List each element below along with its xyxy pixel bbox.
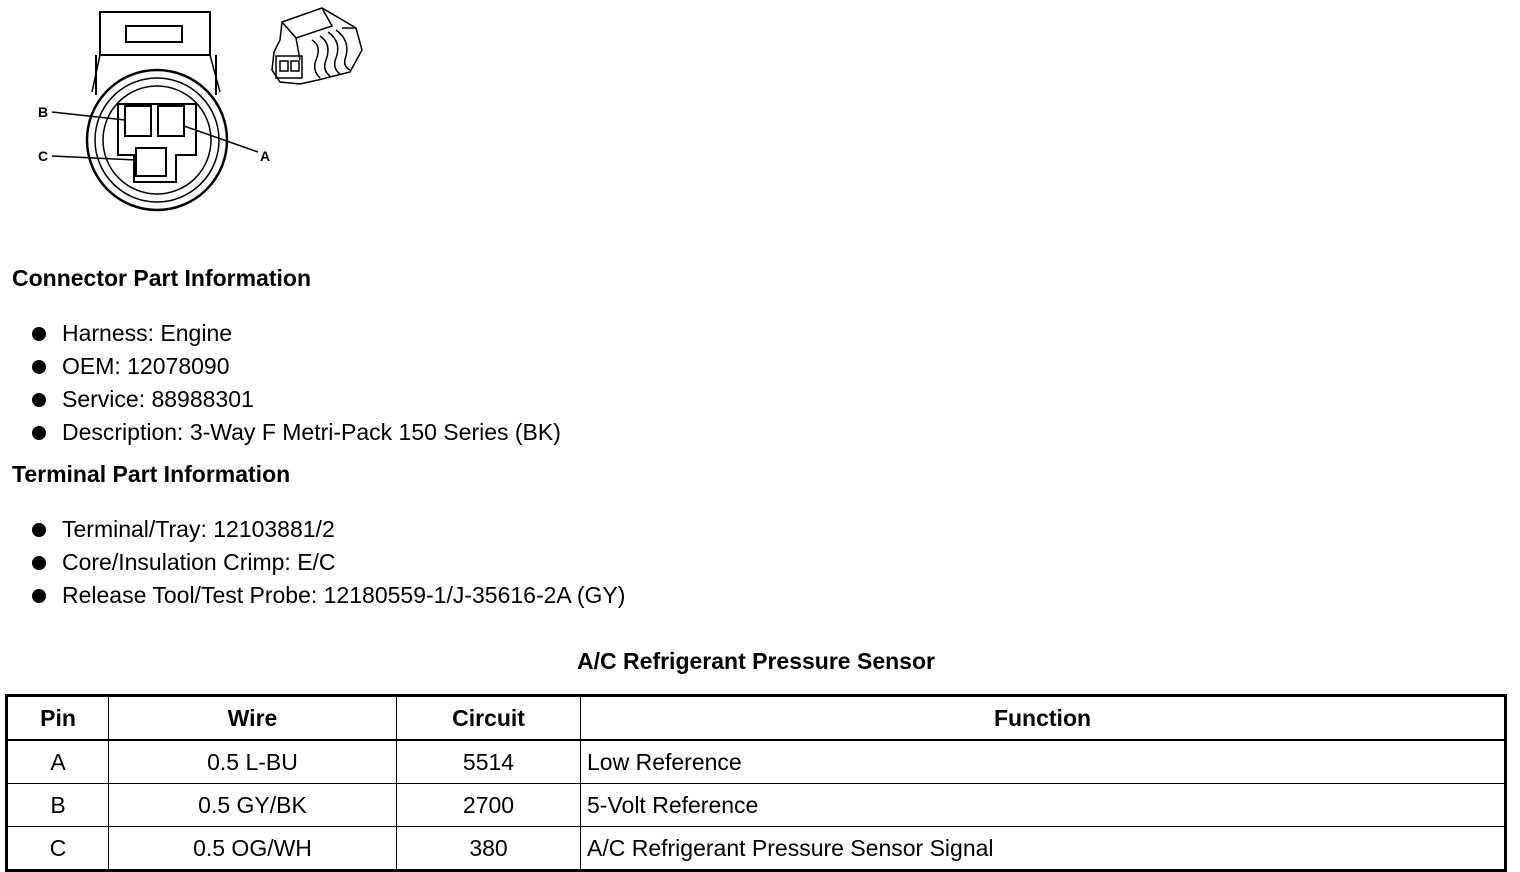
list-item [12, 317, 561, 350]
cell-circuit: 2700 [397, 784, 581, 827]
connector-3d-icon [272, 8, 362, 84]
cell-pin: A [7, 740, 109, 784]
cavity-label-c: C [38, 148, 49, 164]
table-title: A/C Refrigerant Pressure Sensor [577, 648, 935, 674]
terminal-part-list [12, 513, 625, 612]
cell-function: Low Reference [581, 740, 1506, 784]
list-item [12, 416, 561, 449]
list-item-text: Description: 3-Way F Metri-Pack 150 Series (BK) [62, 419, 561, 445]
list-item [12, 383, 561, 416]
column-header-function: Function [581, 696, 1506, 741]
list-item [12, 579, 625, 612]
cell-circuit: 5514 [397, 740, 581, 784]
connector-part-list [12, 317, 561, 449]
table-row [7, 740, 1506, 784]
cell-function: 5-Volt Reference [581, 784, 1506, 827]
bullet-icon [32, 327, 46, 341]
list-item-text: Harness: Engine [62, 320, 233, 346]
table-header-row [7, 696, 1506, 741]
list-item-text: Release Tool/Test Probe: 12180559-1/J-35616-2A (GY) [62, 582, 626, 608]
cell-wire: 0.5 OG/WH [109, 827, 397, 871]
list-item-text: Core/Insulation Crimp: E/C [62, 549, 336, 575]
bullet-icon [32, 360, 46, 374]
bullet-icon [32, 556, 46, 570]
connector-face-icon [52, 12, 258, 210]
list-item-text: OEM: 12078090 [62, 353, 230, 379]
table-row [7, 827, 1506, 871]
bullet-icon [32, 426, 46, 440]
cavity-label-b: B [38, 104, 49, 120]
list-item [12, 350, 561, 383]
bullet-icon [32, 523, 46, 537]
connector-diagram [0, 0, 400, 230]
cell-wire: 0.5 GY/BK [109, 784, 397, 827]
bullet-icon [32, 589, 46, 603]
cell-pin: C [7, 827, 109, 871]
list-item-text: Service: 88988301 [62, 386, 254, 412]
table-row [7, 784, 1506, 827]
cell-function: A/C Refrigerant Pressure Sensor Signal [581, 827, 1506, 871]
list-item-text: Terminal/Tray: 12103881/2 [62, 516, 335, 542]
pinout-table [5, 694, 1507, 872]
cell-wire: 0.5 L-BU [109, 740, 397, 784]
terminal-part-heading: Terminal Part Information [12, 461, 291, 487]
cavity-label-a: A [260, 148, 271, 164]
column-header-wire: Wire [109, 696, 397, 741]
cell-pin: B [7, 784, 109, 827]
column-header-pin: Pin [7, 696, 109, 741]
connector-part-heading: Connector Part Information [12, 265, 312, 291]
list-item [12, 513, 625, 546]
bullet-icon [32, 393, 46, 407]
cell-circuit: 380 [397, 827, 581, 871]
list-item [12, 546, 625, 579]
column-header-circuit: Circuit [397, 696, 581, 741]
